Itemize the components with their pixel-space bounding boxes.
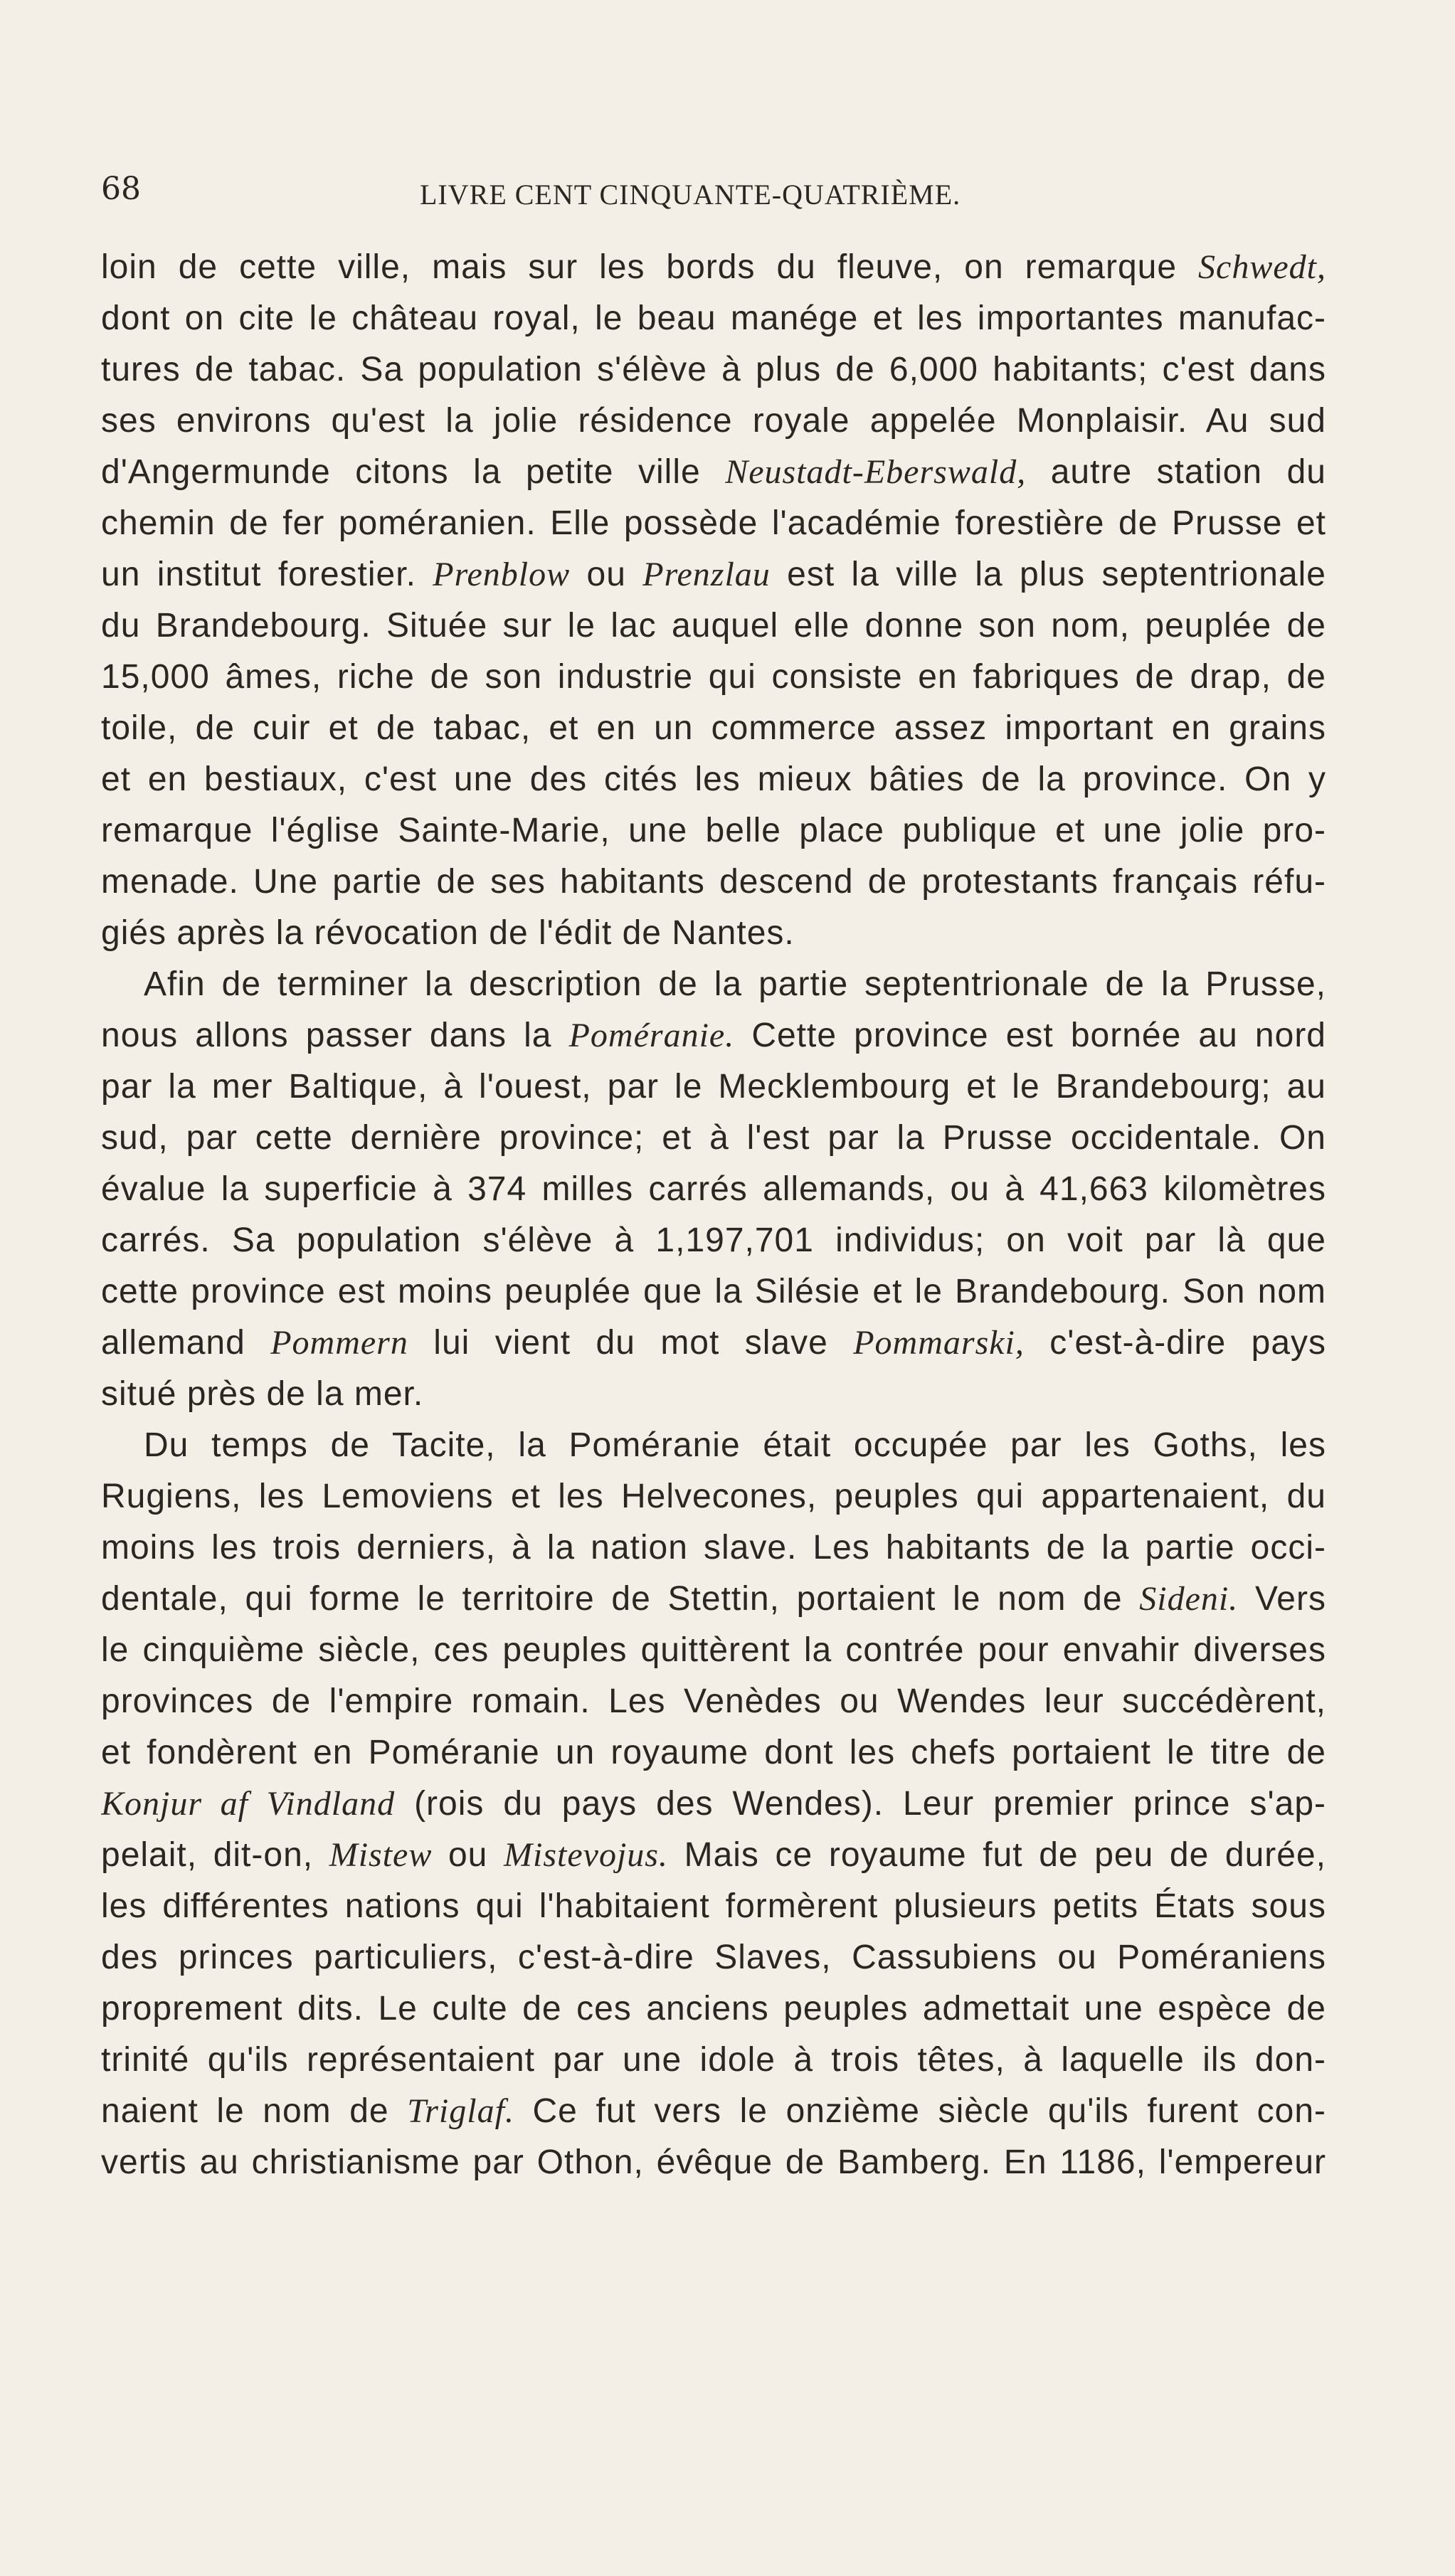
text-run: dont on cite le château royal, le beau manége et les importantes manufac-: [101, 300, 1326, 337]
text-run: moins les trois derniers, à la nation slave. Les habitants de la partie occi-: [101, 1529, 1326, 1567]
text-line: [101, 1471, 1326, 1522]
text-line: [101, 1574, 1326, 1625]
text-line: [101, 1625, 1326, 1676]
text-line: [101, 1676, 1326, 1727]
text-run: sud, par cette dernière province; et à l'est par la Prusse occidentale. On: [101, 1119, 1326, 1157]
text-line: [101, 908, 1326, 959]
text-line: [101, 754, 1326, 805]
italic-term: Poméranie.: [568, 1017, 735, 1054]
text-run: menade. Une partie de ses habitants descend de protestants français réfu-: [101, 863, 1326, 901]
text-run: Mais ce royaume fut de peu de durée,: [667, 1836, 1326, 1874]
text-run: Cette province est bornée au nord: [734, 1017, 1326, 1054]
italic-term: Prenzlau: [642, 556, 771, 593]
text-line: [101, 1932, 1326, 1983]
text-line: [101, 242, 1326, 293]
text-run: autre station du: [1026, 453, 1326, 491]
text-line: [101, 1215, 1326, 1266]
text-run: et fondèrent en Poméranie un royaume dont les chefs portaient le titre de: [101, 1734, 1326, 1771]
text-run: ou: [570, 556, 643, 593]
text-line: [101, 1266, 1326, 1318]
text-run: naient le nom de: [101, 2092, 408, 2130]
text-run: un institut forestier.: [101, 556, 433, 593]
text-run: pelait, dit-on,: [101, 1836, 329, 1874]
italic-term: Triglaf.: [407, 2092, 514, 2130]
text-run: cette province est moins peuplée que la Silésie et le Brandebourg. Son nom: [101, 1273, 1326, 1310]
text-run: chemin de fer poméranien. Elle possède l'académie forestière de Prusse et: [101, 504, 1326, 542]
text-line: [101, 1727, 1326, 1779]
text-run: du Brandebourg. Située sur le lac auquel elle donne son nom, peuplée de: [101, 607, 1326, 645]
text-run: Afin de terminer la description de la partie septentrionale de la Prusse,: [144, 965, 1326, 1003]
text-run: le cinquième siècle, ces peuples quittèrent la contrée pour envahir diverses: [101, 1631, 1326, 1669]
text-run: toile, de cuir et de tabac, et en un commerce assez important en grains: [101, 709, 1326, 747]
text-run: les différentes nations qui l'habitaient formèrent plusieurs petits États sous: [101, 1887, 1326, 1925]
text-line: [101, 805, 1326, 857]
text-run: (rois du pays des Wendes). Leur premier prince s'ap-: [395, 1785, 1326, 1823]
text-line: [101, 652, 1326, 703]
text-run: évalue la superficie à 374 milles carrés allemands, ou à 41,663 kilomètres: [101, 1170, 1326, 1208]
text-line: [101, 857, 1326, 908]
italic-term: Pommern: [270, 1324, 408, 1362]
text-run: ou: [432, 1836, 504, 1874]
text-run: vertis au christianisme par Othon, évêque de Bamberg. En 1186, l'empereur: [101, 2143, 1326, 2181]
italic-term: Sideni.: [1139, 1580, 1239, 1618]
text-run: provinces de l'empire romain. Les Venèdes ou Wendes leur succédèrent,: [101, 1682, 1326, 1720]
text-run: 15,000 âmes, riche de son industrie qui consiste en fabriques de drap, de: [101, 658, 1326, 696]
text-line: [101, 1420, 1326, 1471]
text-run: d'Angermunde citons la petite ville: [101, 453, 726, 491]
text-line: [101, 703, 1326, 754]
text-run: proprement dits. Le culte de ces anciens peuples admettait une espèce de: [101, 1990, 1326, 2028]
running-title: LIVRE CENT CINQUANTE-QUATRIÈME.: [420, 179, 961, 211]
text-line: [101, 959, 1326, 1010]
text-run: c'est-à-dire pays: [1024, 1324, 1326, 1362]
italic-term: Konjur af Vindland: [101, 1785, 396, 1823]
text-line: [101, 447, 1326, 498]
text-run: allemand: [101, 1324, 271, 1362]
text-run: Rugiens, les Lemoviens et les Helvecones, peuples qui appartenaient, du: [101, 1478, 1326, 1515]
text-run: ses environs qu'est la jolie résidence royale appelée Monplaisir. Au sud: [101, 402, 1326, 440]
text-run: est la ville la plus septentrionale: [770, 556, 1326, 593]
text-line: [101, 1061, 1326, 1113]
text-run: tures de tabac. Sa population s'élève à plus de 6,000 habitants; c'est dans: [101, 351, 1326, 388]
text-line: [101, 2137, 1326, 2188]
text-line: [101, 600, 1326, 652]
italic-term: Prenblow: [433, 556, 571, 593]
text-line: [101, 498, 1326, 549]
text-run: par la mer Baltique, à l'ouest, par le Mecklembourg et le Brandebourg; au: [101, 1068, 1326, 1106]
text-run: des princes particuliers, c'est-à-dire Slaves, Cassubiens ou Poméraniens: [101, 1939, 1326, 1976]
text-line: [101, 2086, 1326, 2137]
body-text: [101, 242, 1326, 2188]
text-line: [101, 1522, 1326, 1574]
text-line: [101, 549, 1326, 600]
text-run: carrés. Sa population s'élève à 1,197,701 individus; on voit par là que: [101, 1221, 1326, 1259]
italic-term: Pommarski,: [853, 1324, 1025, 1362]
text-line: [101, 1779, 1326, 1830]
italic-term: Mistew: [329, 1836, 433, 1874]
text-run: trinité qu'ils représentaient par une idole à trois têtes, à laquelle ils don-: [101, 2041, 1326, 2079]
italic-term: Schwedt,: [1198, 248, 1326, 286]
text-run: Ce fut vers le onzième siècle qu'ils furent con-: [514, 2092, 1326, 2130]
text-line: [101, 1369, 1326, 1420]
text-line: [101, 1881, 1326, 1932]
text-run: et en bestiaux, c'est une des cités les mieux bâties de la province. On y: [101, 760, 1326, 798]
italic-term: Mistevojus.: [504, 1836, 668, 1874]
text-run: remarque l'église Sainte-Marie, une belle place publique et une jolie pro-: [101, 812, 1326, 849]
text-run: loin de cette ville, mais sur les bords du fleuve, on remarque: [101, 248, 1199, 286]
text-run: Vers: [1238, 1580, 1326, 1618]
text-line: [101, 1113, 1326, 1164]
text-line: [101, 396, 1326, 447]
text-line: [101, 293, 1326, 344]
text-line: [101, 1010, 1326, 1061]
text-line: [101, 1983, 1326, 2035]
text-line: [101, 2035, 1326, 2086]
text-run: nous allons passer dans la: [101, 1017, 569, 1054]
text-line: [101, 1830, 1326, 1881]
italic-term: Neustadt-Eberswald,: [725, 453, 1027, 491]
text-run: dentale, qui forme le territoire de Stettin, portaient le nom de: [101, 1580, 1140, 1618]
page-number: 68: [101, 171, 141, 207]
text-line: [101, 1318, 1326, 1369]
text-run: Du temps de Tacite, la Poméranie était occupée par les Goths, les: [144, 1426, 1326, 1464]
text-run: lui vient du mot slave: [408, 1324, 854, 1362]
text-line: [101, 1164, 1326, 1215]
text-run: situé près de la mer.: [101, 1375, 424, 1413]
text-run: giés après la révocation de l'édit de Nantes.: [101, 914, 795, 952]
text-line: [101, 344, 1326, 396]
